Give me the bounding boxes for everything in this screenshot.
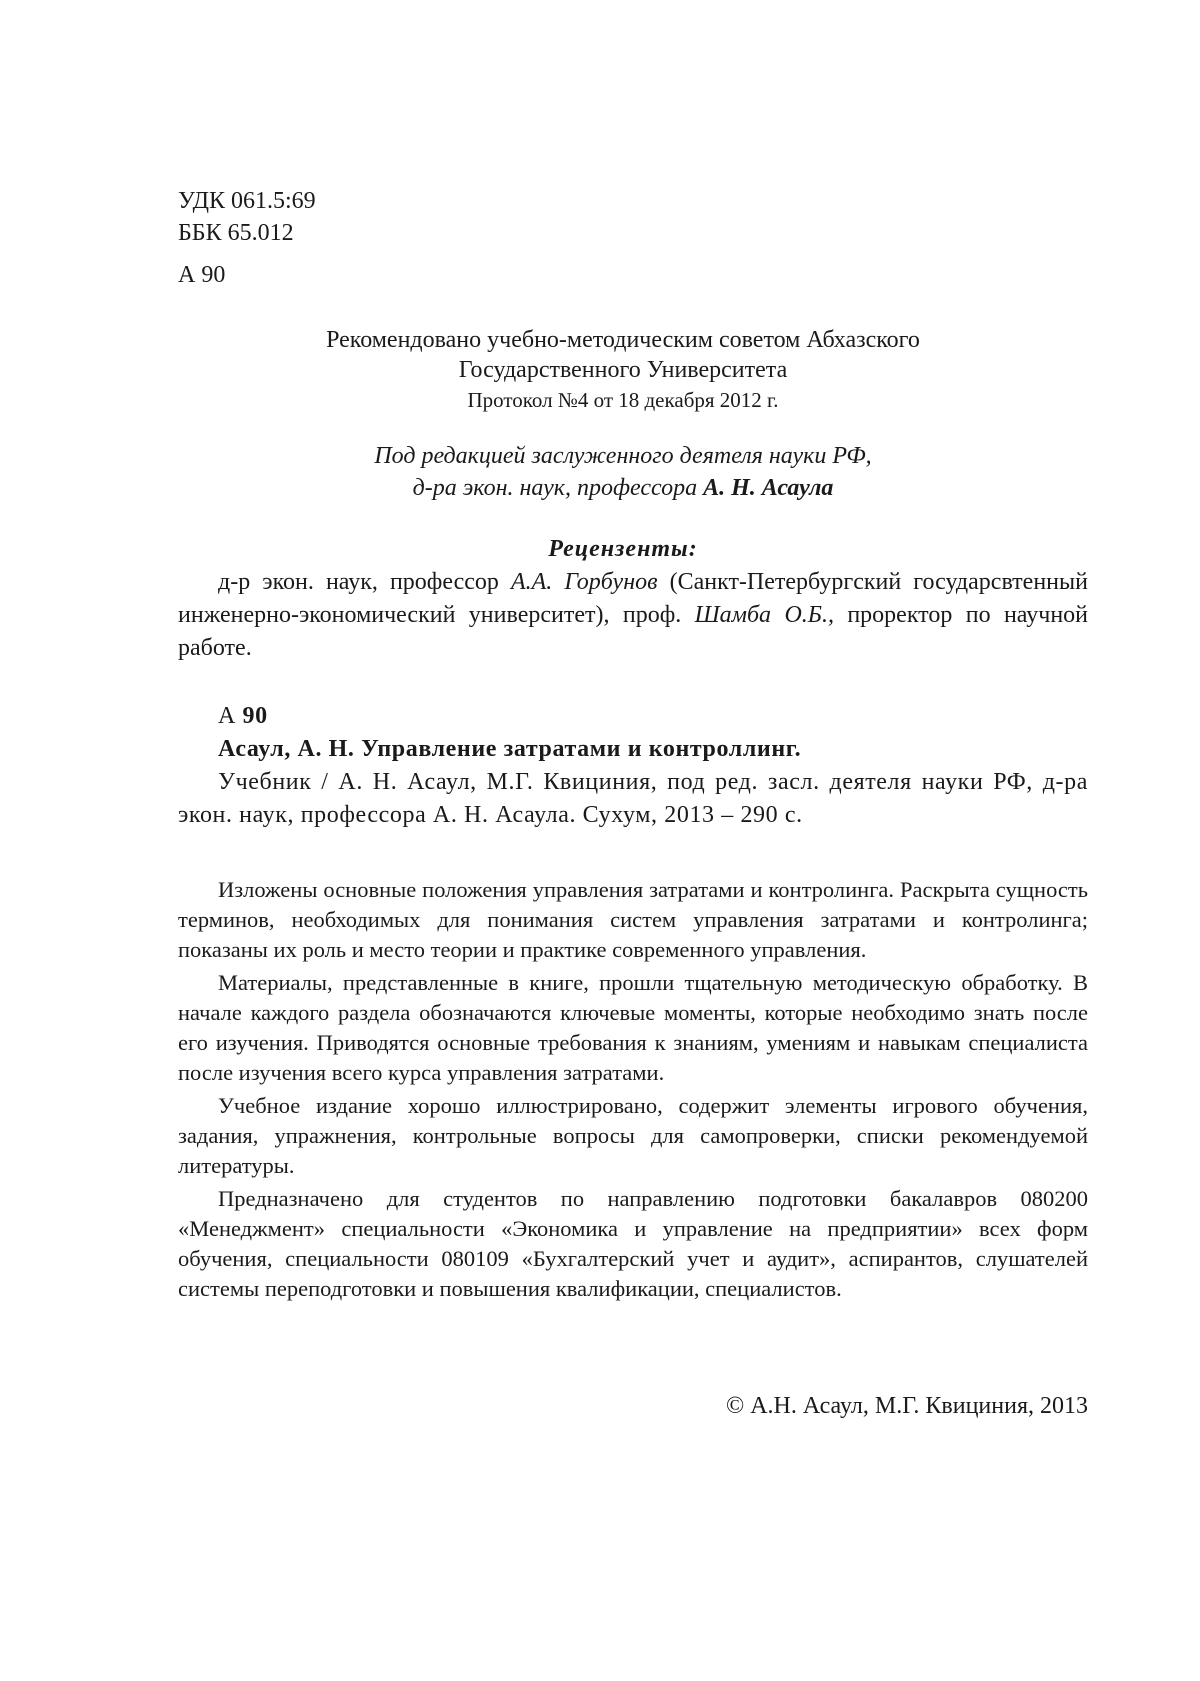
annotation-paragraph: Изложены основные положения управления затратами и контролинга. Раскрыта сущность терминов, необходимых для понимания систем управления затратами и контролинга; показаны их роль и место теории и практике современного управления. xyxy=(178,877,1088,962)
editor-line-1: Под редакцией заслуженного деятеля науки РФ, xyxy=(374,443,872,469)
biblio-index xyxy=(178,700,1088,733)
reviewer-1-name: А.А. Горбунов xyxy=(510,569,658,595)
recommendation-line-2: Государственного Университета xyxy=(458,357,788,383)
reviewer-1-prefix: д-р экон. наук, профессор xyxy=(218,569,511,595)
annotation-paragraph: Учебное издание хорошо иллюстрировано, содержит элементы игрового обучения, задания, упражнения, контрольные вопросы для самопроверки, списки рекомендуемой литературы. xyxy=(178,1093,1088,1178)
reviewer-2-role: проректор по научной работе. xyxy=(178,602,1088,661)
author-mark: А 90 xyxy=(178,262,226,288)
bbk-code: ББК 65.012 xyxy=(178,220,294,246)
biblio-index-prefix: А xyxy=(218,703,243,729)
editor-line-2-prefix: д-ра экон. наук, профессора xyxy=(412,475,704,501)
protocol-line: Протокол №4 от 18 декабря 2012 г. xyxy=(467,388,779,412)
reviewer-2-name: Шамба О.Б., xyxy=(694,602,834,628)
reviewer-1-affiliation: (Санкт-Петербургский государсвтенный инженерно-экономический университет), проф. xyxy=(178,569,1088,628)
classification-codes xyxy=(178,185,316,291)
reviewers-heading: Рецензенты: xyxy=(548,536,698,562)
biblio-index-number: 90 xyxy=(242,703,268,729)
reviewers-text xyxy=(178,566,1088,665)
bibliographic-record xyxy=(178,700,1088,832)
editor-block xyxy=(178,440,1068,504)
annotation-paragraph: Предназначено для студентов по направлению подготовки бакалавров 080200 «Менеджмент» специальности «Экономика и управление на предприятии» всех форм обучения, специальности 080109 «Бухгалтерский учет и аудит», аспирантов, слушателей системы переподготовки и повышения квалификации, специалистов. xyxy=(178,1186,1088,1301)
recommendation-block xyxy=(178,325,1068,415)
annotation xyxy=(178,875,1088,1307)
editor-line-2 xyxy=(178,472,1068,504)
copyright-notice: © А.Н. Асаул, М.Г. Квициния, 2013 xyxy=(725,1393,1088,1419)
editor-name: А. Н. Асаула xyxy=(703,475,834,501)
recommendation-line-1: Рекомендовано учебно-методическим советом Абхазского xyxy=(326,327,920,353)
udk-code: УДК 061.5:69 xyxy=(178,188,316,214)
biblio-details: Учебник / А. Н. Асаул, М.Г. Квициния, под ред. засл. деятеля науки РФ, д-ра экон. наук, профессора А. Н. Асаула. Сухум, 2013 – 290 с. xyxy=(178,769,1088,828)
annotation-paragraph: Материалы, представленные в книге, прошли тщательную методическую обработку. В начале каждого раздела обозначаются ключевые моменты, которые необходимо знать после его изучения. Приводятся основные требования к знаниям, умениям и навыкам специалиста после изучения всего курса управления затратами. xyxy=(178,970,1088,1085)
biblio-title: Асаул, А. Н. Управление затратами и контроллинг. xyxy=(218,736,802,762)
